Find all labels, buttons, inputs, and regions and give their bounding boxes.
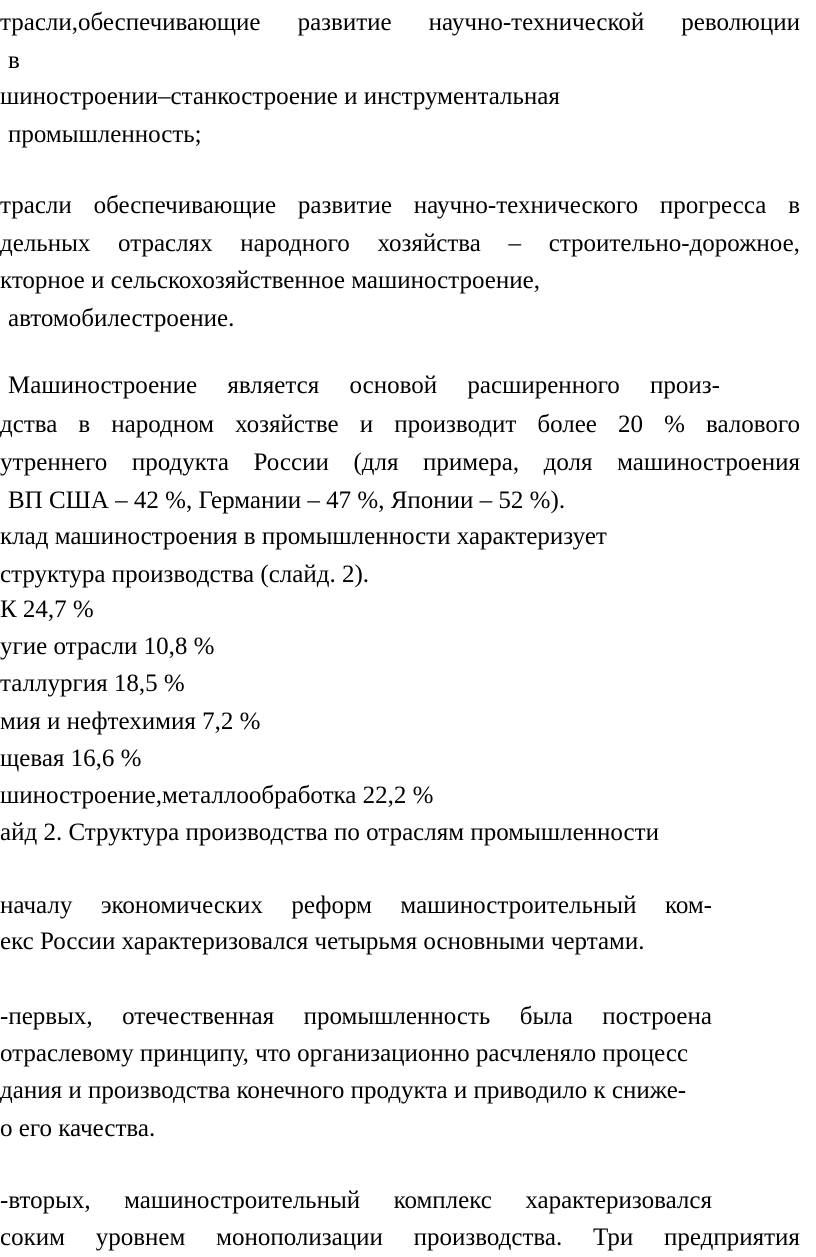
text-line: кторное и сельскохозяйственное машиностроение, bbox=[0, 267, 540, 294]
text-line: шиностроении–станкостроение и инструментальная bbox=[0, 83, 560, 110]
text-line: утреннего продукта России (для примера, доля машиностроения bbox=[0, 449, 800, 476]
text-line: ВП США – 42 %, Германии – 47 %, Японии – 52 %). bbox=[8, 487, 566, 514]
text-line: щевая 16,6 % bbox=[0, 745, 142, 772]
text-line: Машиностроение является основой расширенного произ- bbox=[8, 372, 720, 399]
text-line: таллургия 18,5 % bbox=[0, 670, 185, 697]
text-line: дельных отраслях народного хозяйства – строительно-дорожное, bbox=[0, 230, 800, 257]
text-line: в bbox=[8, 47, 20, 74]
text-line: -вторых, машиностроительный комплекс характеризовался bbox=[0, 1187, 712, 1214]
text-line: отраслевому принципу, что организационно расчленяло процесс bbox=[0, 1040, 689, 1067]
text-line: екс России характеризовался четырьмя основными чертами. bbox=[0, 928, 645, 955]
text-line: автомобилестроение. bbox=[8, 305, 235, 332]
text-line: трасли обеспечивающие развитие научно-технического прогресса в bbox=[0, 192, 800, 219]
text-line: промышленность; bbox=[8, 121, 202, 148]
text-line: дства в народном хозяйстве и производит более 20 % валового bbox=[0, 411, 800, 438]
text-line: мия и нефтехимия 7,2 % bbox=[0, 708, 261, 735]
text-line: шиностроение,металлообработка 22,2 % bbox=[0, 782, 434, 809]
text-line: структура производства (слайд. 2). bbox=[0, 561, 370, 588]
text-line: -первых, отечественная промышленность была построена bbox=[0, 1003, 712, 1030]
text-line: дания и производства конечного продукта и приводило к сниже- bbox=[0, 1077, 687, 1104]
text-line: айд 2. Структура производства по отраслям промышленности bbox=[0, 819, 659, 846]
text-line: К 24,7 % bbox=[0, 596, 94, 623]
text-line: клад машиностроения в промышленности характеризует bbox=[0, 523, 607, 550]
text-line: о его качества. bbox=[0, 1115, 156, 1142]
text-line: началу экономических реформ машиностроительный ком- bbox=[0, 892, 712, 919]
text-line: угие отрасли 10,8 % bbox=[0, 633, 215, 660]
text-line: трасли,обеспечивающие развитие научно-технической революции bbox=[0, 9, 800, 36]
text-line: соким уровнем монополизации производства. Три предприятия bbox=[0, 1224, 800, 1251]
